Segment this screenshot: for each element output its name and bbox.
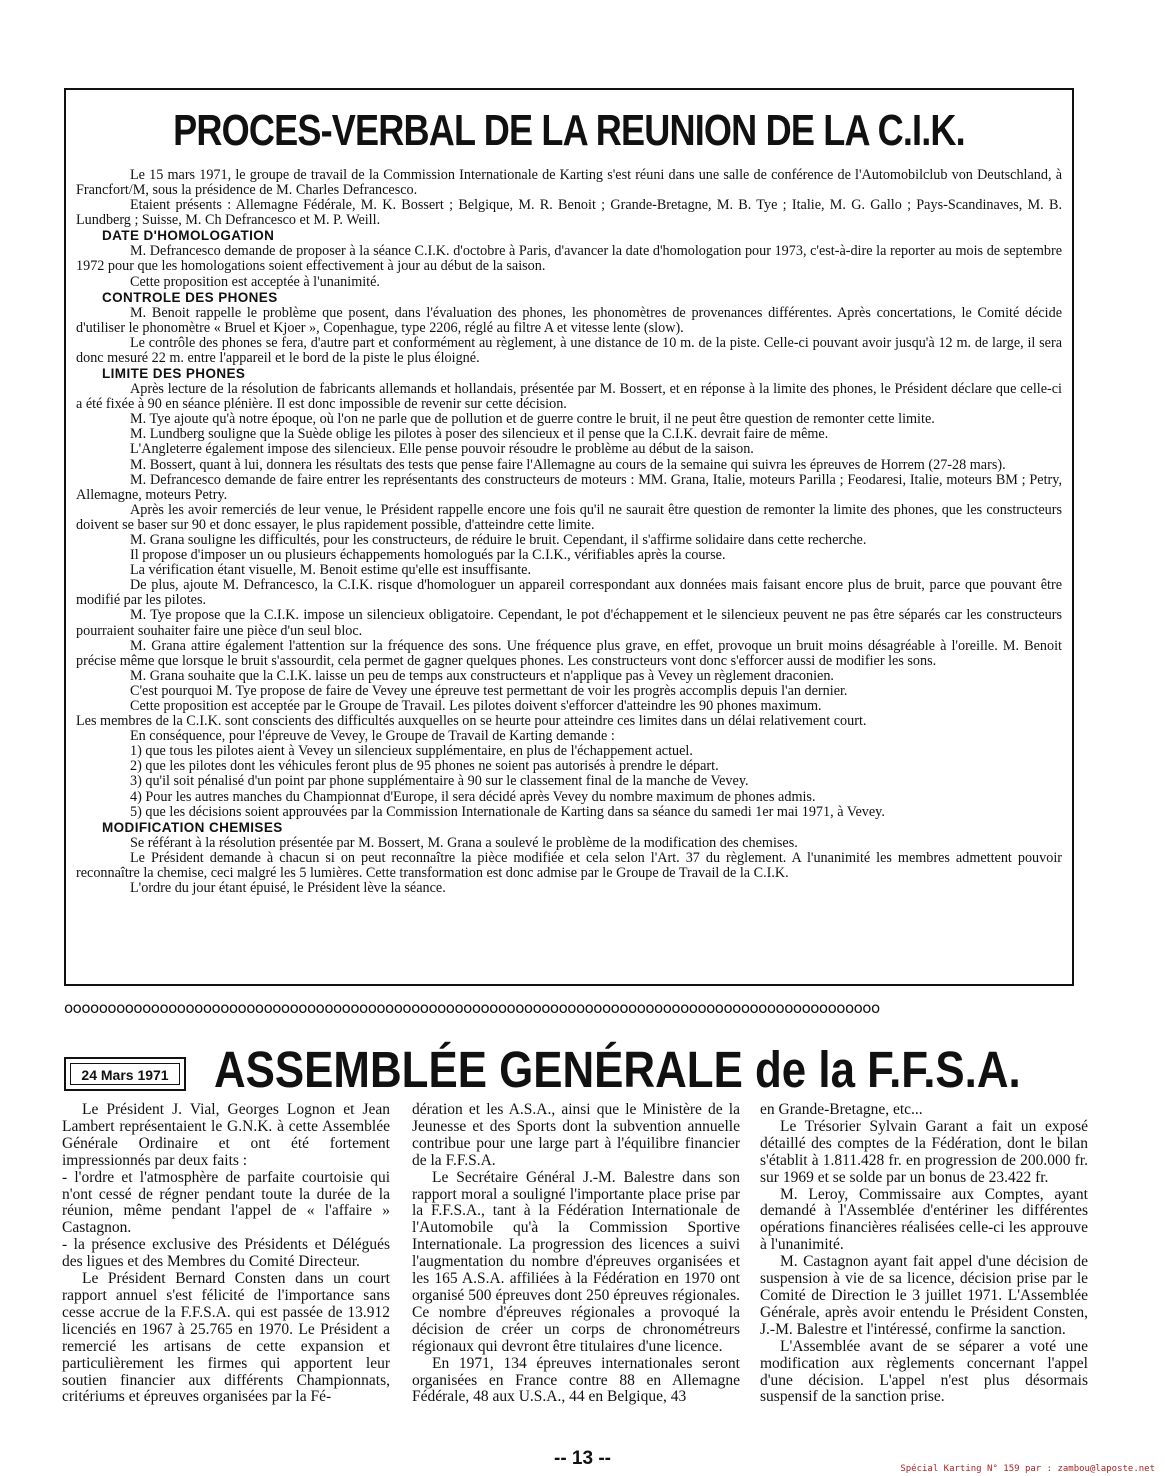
section-heading-controle: CONTROLE DES PHONES <box>102 289 278 305</box>
paragraph: Cette proposition est acceptée par le Groupe de Travail. Les pilotes doivent s'efforcer d'atteindre les 90 phones maximum. <box>130 698 822 714</box>
paragraph: Le contrôle des phones se fera, d'autre part et conformément au règlement, à une distance de 10 m. de la piste. Celle-ci pouvant avoir jusqu'à 12 m. de large, il sera donc mesuré 22 m. entre l'appareil et le bord de la piste le plus éloigné. <box>76 334 1062 366</box>
paragraph: C'est pourquoi M. Tye propose de faire de Vevey une épreuve test permettant de voir les progrès accomplis depuis l'an dernier. <box>130 682 848 699</box>
demands-list <box>76 744 1062 819</box>
paragraph: Se référant à la résolution présentée par M. Bossert, M. Grana a soulevé le problème de la modification des chemises. <box>130 834 798 851</box>
proces-verbal-body <box>76 168 1062 896</box>
dotted-separator: oooooooooooooooooooooooooooooooooooooooooooooooooooooooooooooooooooooooooooooooooooooooooooooo <box>64 1000 880 1016</box>
paragraph: M. Benoit rappelle le problème que posent, dans l'évaluation des phones, les phonomètres de provenances différentes. Après concertations, le Comité décide d'utiliser le phonomètre « Bruel et Kjoer », Copenhague, type 2206, réglé au filtre A et vitesse lente (slow). <box>76 304 1062 336</box>
proces-verbal-box <box>64 88 1074 986</box>
footer-credit: Spécial Karting N° 159 par : zambou@laposte.net <box>900 1464 1155 1474</box>
paragraph: L'ordre du jour étant épuisé, le Président lève la séance. <box>130 880 446 897</box>
column-3 <box>760 1102 1088 1406</box>
paragraph: De plus, ajoute M. Defrancesco, la C.I.K. risque d'homologuer un appareil correspondant aux données mais faisant encore plus de bruit, parce que pouvant être modifié par les pilotes. <box>76 577 1062 609</box>
paragraph: Le Trésorier Sylvain Garant a fait un exposé détaillé des comptes de la Fédération, dont le bilan s'établit à 1.811.428 fr. en progression de 200.000 fr. sur 1969 et se solde par un bonus de 23.422 fr. <box>760 1117 1088 1186</box>
paragraph: M. Grana souhaite que la C.I.K. laisse un peu de temps aux constructeurs et n'applique pas à Vevey un règlement draconien. <box>130 667 834 684</box>
list-item: 5) que les décisions soient approuvées par la Commission Internationale de Karting dans sa séance du samedi 1er mai 1971, à Vevey. <box>130 803 885 820</box>
paragraph: - la présence exclusive des Présidents et Délégués des ligues et des Membres du Comité Directeur. <box>62 1236 390 1271</box>
proces-verbal-title: PROCES-VERBAL DE LA REUNION DE LA C.I.K. <box>173 106 965 155</box>
date-box <box>64 1057 186 1091</box>
paragraph: M. Leroy, Commissaire aux Comptes, ayant demandé à l'Assemblée d'entériner les différentes opérations financières réalisées celle-ci les approuve à l'unanimité. <box>760 1185 1088 1254</box>
intro-paragraph: Etaient présents : Allemagne Fédérale, M. K. Bossert ; Belgique, M. R. Benoit ; Grande-Bretagne, M. B. Tye ; Italie, M. G. Gallo ; Pays-Scandinaves, M. B. Lundberg ; Suisse, M. Ch Defrancesco et M. P. Weill. <box>76 197 1062 229</box>
paragraph: M. Defrancesco demande de proposer à la séance C.I.K. d'octobre à Paris, d'avancer la date d'homologation pour 1973, c'est-à-dire la reporter au mois de septembre 1972 pour que les homologations soient effectivement à jour au début de la saison. <box>76 243 1062 275</box>
paragraph: Après lecture de la résolution de fabricants allemands et hollandais, présentée par M. Bossert, et en réponse à la limite des phones, le Président déclare que celle-ci a été fixée à 90 en séance plénière. Il est donc impossible de revenir sur cette décision. <box>76 381 1062 413</box>
list-item: 2) que les pilotes dont les véhicules feront plus de 95 phones ne soient pas autorisés à prendre le départ. <box>130 758 719 775</box>
paragraph: Le Président demande à chacun si on peut reconnaître la pièce modifiée et cela selon l'Art. 37 du règlement. A l'unanimité les membres admettent pouvoir reconnaître la chemise, ceci malgré les 5 lumières. Cette transformation est donc admise par le Groupe de Travail de la C.I.K. <box>76 849 1062 881</box>
paragraph: M. Castagnon ayant fait appel d'une décision de suspension à vie de sa licence, décision prise par le Comité de Direction le 3 juillet 1971. L'Assemblée Générale, après avoir entendu le Président Consten, J.-M. Balestre et l'intéressé, confirme la sanction. <box>760 1253 1088 1338</box>
paragraph: Le Président Bernard Consten dans un court rapport annuel s'est félicité de l'importance sans cesse accrue de la F.F.S.A. qui est passée de 13.912 licenciés en 1967 à 25.765 en 1970. Le Président a remercié les artisans de cette expansion et particulièrement les firmes qui apportent leur soutien financier aux différents Championnats, critériums et épreuves organisées par la Fé- <box>62 1270 390 1406</box>
date-label: 24 Mars 1971 <box>70 1063 180 1085</box>
section-heading-chemises: MODIFICATION CHEMISES <box>102 819 283 835</box>
paragraph: en Grande-Bretagne, etc... <box>760 1101 923 1118</box>
section-heading-homologation: DATE D'HOMOLOGATION <box>102 228 275 244</box>
paragraph: Les membres de la C.I.K. sont conscients des difficultés auxquelles on se heurte pour atteindre ces limites dans un délai relativement court. <box>76 713 867 730</box>
paragraph: M. Grana souligne les difficultés, pour les constructeurs, de réduire le bruit. Cependant, il s'affirme solidaire dans cette recherche. <box>130 531 867 548</box>
assemblee-title: ASSEMBLÉE GENÉRALE de la F.F.S.A. <box>214 1041 1021 1098</box>
paragraph: M. Bossert, quant à lui, donnera les résultats des tests que pense faire l'Allemagne au cours de la semaine qui suivra les épreuves de Horrem (27-28 mars). <box>130 456 1006 473</box>
section-heading-limite: LIMITE DES PHONES <box>102 366 246 382</box>
paragraph: M. Defrancesco demande de faire entrer les représentants des constructeurs de moteurs : MM. Grana, Italie, moteurs Parilla ; Feodaresi, Italie, moteurs BM ; Petry, Allemagne, moteurs Petry. <box>76 471 1062 503</box>
paragraph: M. Lundberg souligne que la Suède oblige les pilotes à poser des silencieux et il pense que la C.I.K. devrait faire de même. <box>130 426 829 443</box>
page-number: -- 13 -- <box>554 1448 611 1469</box>
list-item: 1) que tous les pilotes aient à Vevey un silencieux supplémentaire, en plus de l'échappement actuel. <box>130 743 693 760</box>
paragraph: Le Secrétaire Général J.-M. Balestre dans son rapport moral a souligné l'importante place prise par la F.F.S.A., tant à la Fédération Internationale de l'Automobile qu'à la Commission Sportive Internationale. La progression des licences a suivi l'augmentation du nombre d'épreuves organisées et les 165 A.S.A. affiliées à la Fédération en 1970 ont organisé 500 épreuves dont 250 épreuves régionales. Ce nombre d'épreuves régionales a provoqué la décision de créer un corps de chronométreurs régionaux qui devront être titulaires d'une licence. <box>412 1168 740 1355</box>
article-columns <box>62 1102 1086 1432</box>
paragraph: Après les avoir remerciés de leur venue, le Président rappelle encore une fois qu'il ne saurait être question de remonter la limite des phones, que les constructeurs doivent se baser sur 90 et donc essayer, le plus rapidement possible, d'atteindre cette limite. <box>76 501 1062 533</box>
intro-paragraph: Le 15 mars 1971, le groupe de travail de la Commission Internationale de Karting s'est réuni dans une salle de conférence de l'Automobilclub von Deutschland, à Francfort/M, sous la présidence de M. Charles Defrancesco. <box>76 167 1062 199</box>
paragraph: M. Tye ajoute qu'à notre époque, où l'on ne parle que de pollution et de guerre contre le bruit, il ne peut être question de remonter cette limite. <box>130 411 935 428</box>
paragraph: Il propose d'imposer un ou plusieurs échappements homologués par la C.I.K., vérifiables après la course. <box>130 547 726 564</box>
column-2 <box>412 1102 740 1406</box>
paragraph: M. Tye propose que la C.I.K. impose un silencieux obligatoire. Cependant, le pot d'échappement et le silencieux peuvent ne pas être séparés car les constructeurs pourraient souhaiter faire une pièce d'un seul bloc. <box>76 607 1062 639</box>
paragraph: La vérification étant visuelle, M. Benoit estime qu'elle est insuffisante. <box>130 562 532 579</box>
paragraph: M. Grana attire également l'attention sur la fréquence des sons. Une fréquence plus grave, en effet, provoque un bruit moins désagréable à l'oreille. M. Benoit précise même que lorsque le bruit s'assourdit, cela permet de gagner quelques phones. Les constructeurs vont donc s'efforcer aussi de modifier les sons. <box>76 637 1062 669</box>
paragraph: L'Angleterre également impose des silencieux. Elle pense pouvoir résoudre le problème au début de la saison. <box>130 441 754 458</box>
list-item: 4) Pour les autres manches du Championnat d'Europe, il sera décidé après Vevey du nombre maximum de phones admis. <box>130 788 816 805</box>
paragraph: Le Président J. Vial, Georges Lognon et Jean Lambert représentaient le G.N.K. à cette Assemblée Générale Ordinaire et ont été fortement impressionnés par deux faits : <box>62 1101 390 1169</box>
paragraph: - l'ordre et l'atmosphère de parfaite courtoisie qui n'ont cessé de régner pendant toute la durée de la réunion, même pendant l'appel de « l'affaire » Castagnon. <box>62 1168 390 1237</box>
column-1 <box>62 1102 390 1406</box>
paragraph: En 1971, 134 épreuves internationales seront organisées en France contre 88 en Allemagne Fédérale, 48 aux U.S.A., 44 en Belgique, 43 <box>412 1354 740 1406</box>
paragraph: L'Assemblée avant de se séparer a voté une modification aux règlements concernant l'appel d'une décision. L'appel n'est plus désormais suspensif de la sanction prise. <box>760 1337 1088 1406</box>
paragraph: dération et les A.S.A., ainsi que le Ministère de la Jeunesse et des Sports dont la subvention annuelle contribue pour une large part à l'équilibre financier de la F.F.S.A. <box>412 1101 740 1169</box>
list-intro: En conséquence, pour l'épreuve de Vevey, le Groupe de Travail de Karting demande : <box>130 728 615 745</box>
paragraph: Cette proposition est acceptée à l'unanimité. <box>130 273 380 290</box>
list-item: 3) qu'il soit pénalisé d'un point par phone supplémentaire à 90 sur le classement final de la manche de Vevey. <box>130 773 749 790</box>
